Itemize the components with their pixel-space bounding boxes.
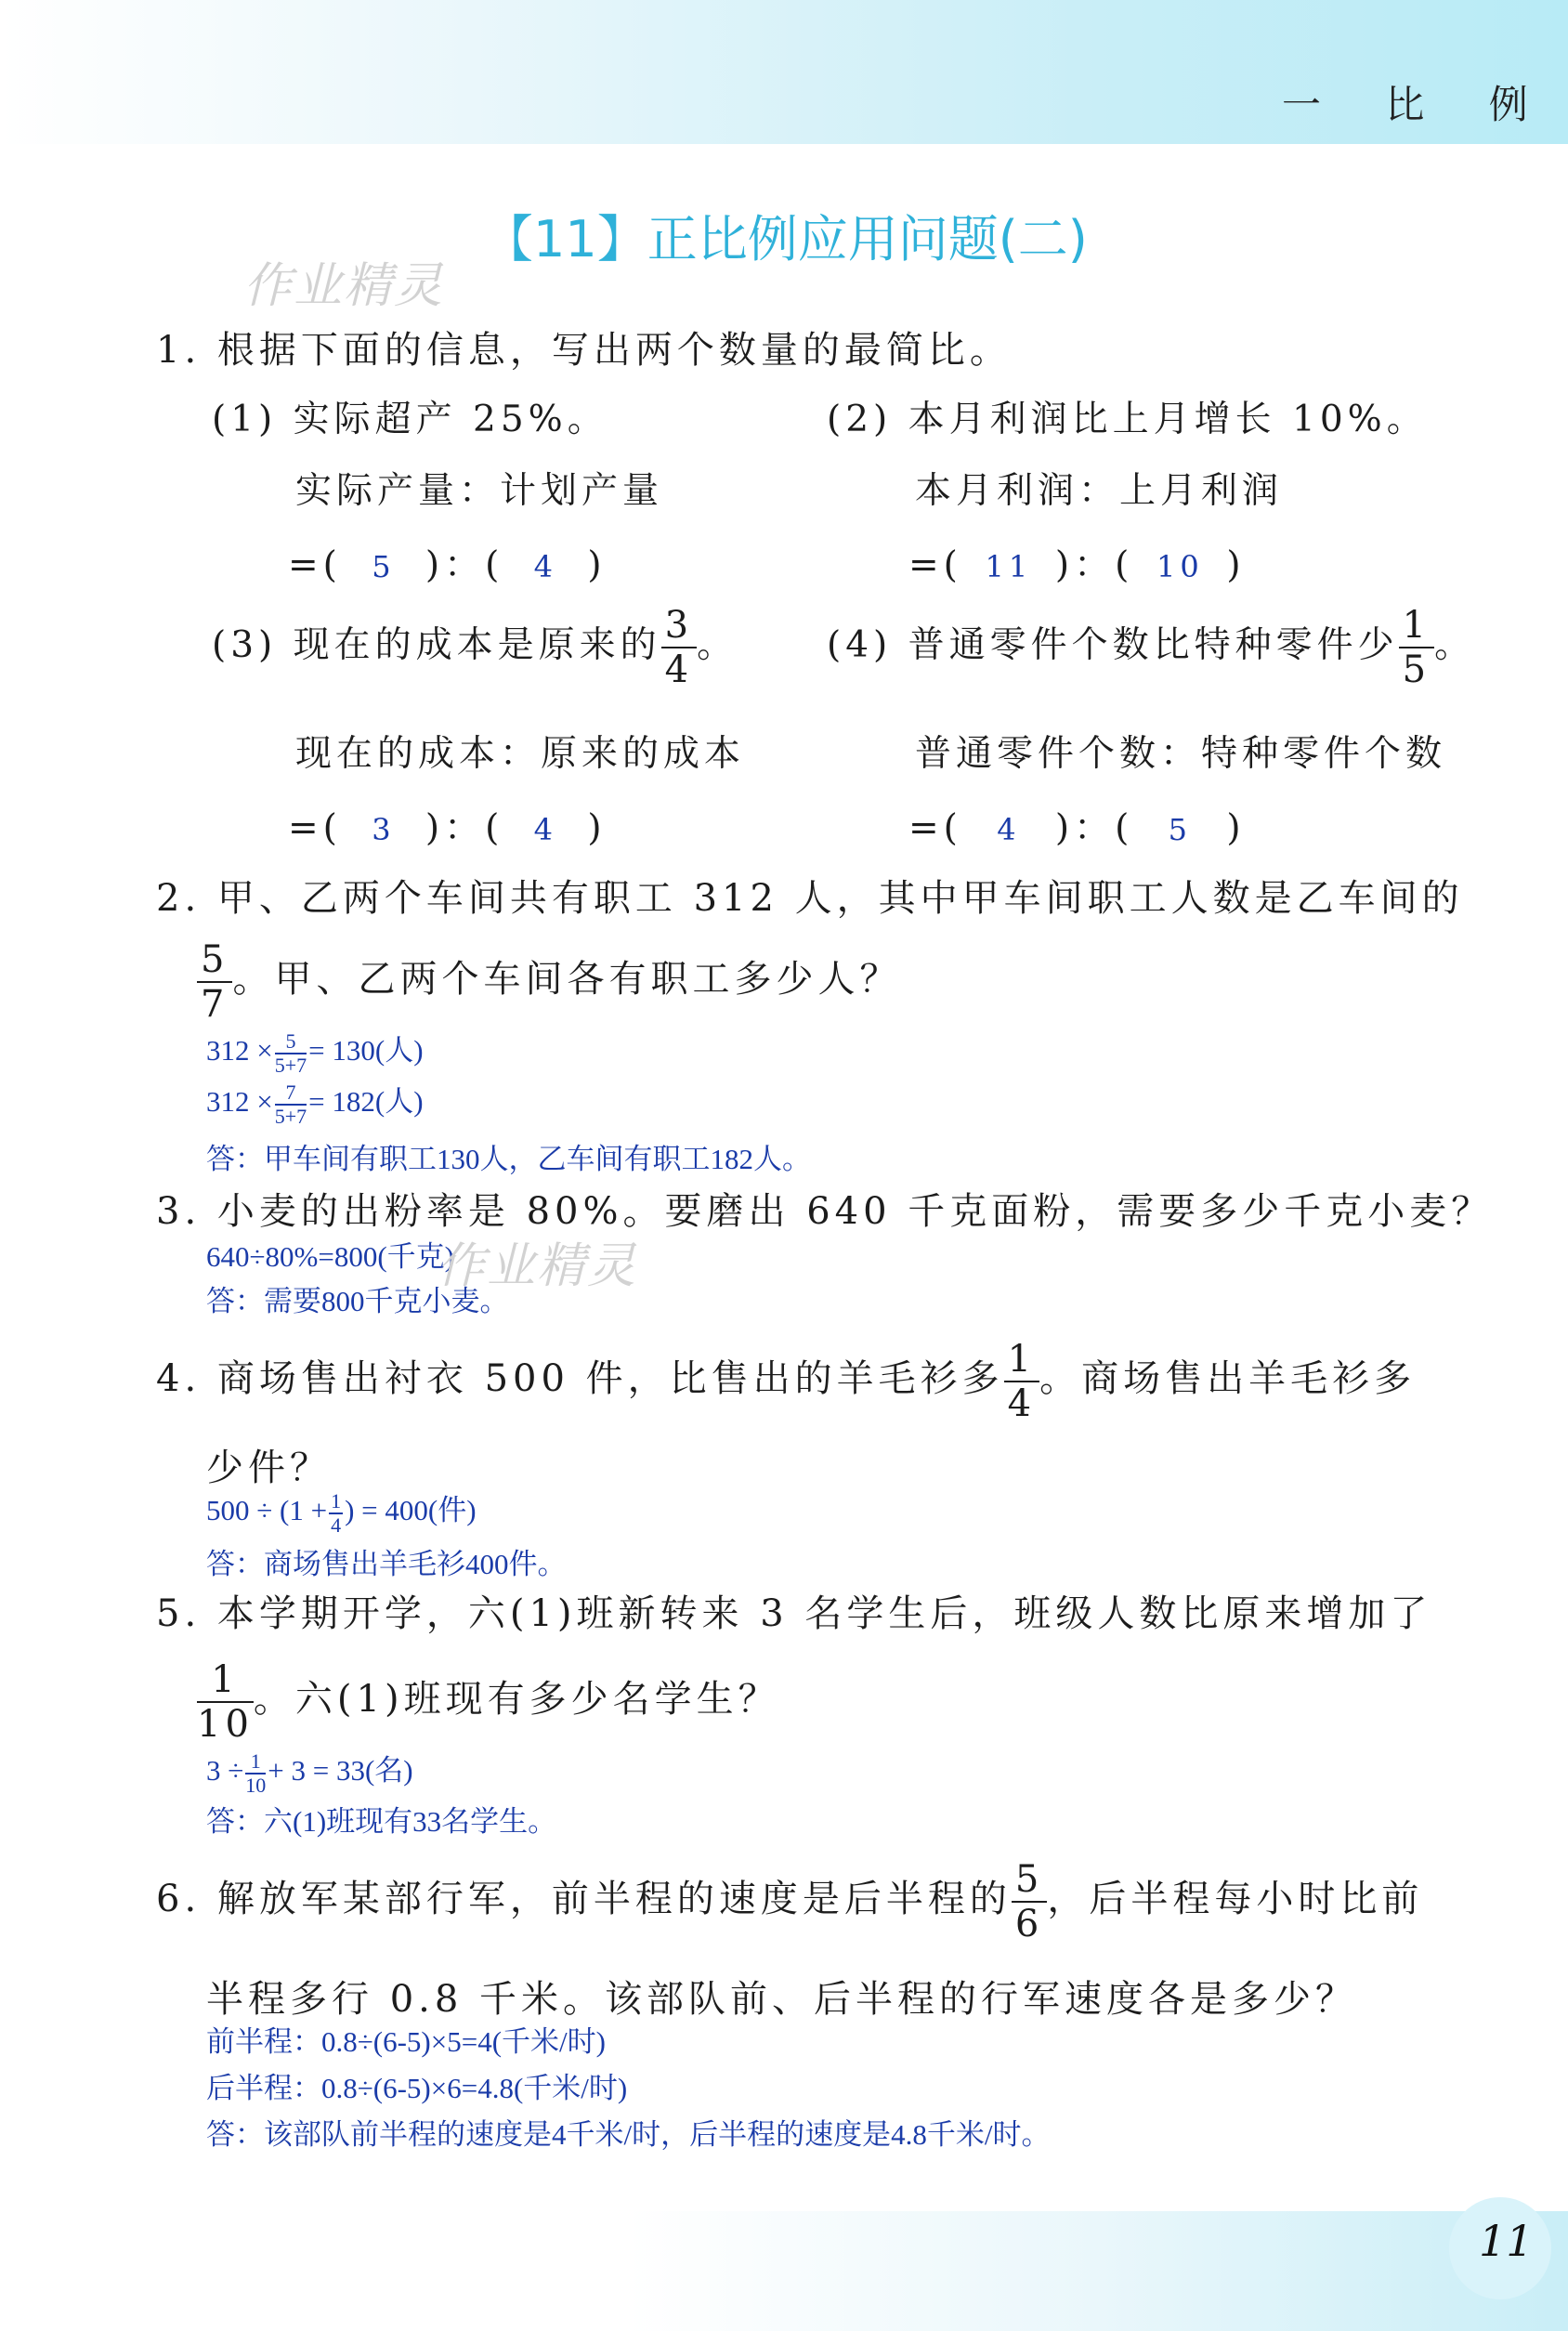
q4-answer: 答：商场售出羊毛衫400件。 xyxy=(206,1548,567,1580)
frac-num: 7 xyxy=(275,1081,307,1106)
footer-band xyxy=(0,2211,1568,2331)
q1-item2-a: 11 xyxy=(985,549,1033,584)
q5-answer: 答：六(1)班现有33名学生。 xyxy=(206,1805,557,1838)
calc-text: 500 ÷ (1 + xyxy=(206,1494,328,1526)
eq: =( xyxy=(908,544,962,586)
close: ) xyxy=(587,544,607,586)
q4-line2: 少件？ xyxy=(206,1447,332,1489)
frac-num: 1 xyxy=(331,1488,342,1513)
q2-calc1 xyxy=(206,1027,424,1077)
q1-item4-no: (4) xyxy=(827,624,893,666)
q4-calc xyxy=(206,1486,477,1537)
q6-line1 xyxy=(156,1858,1423,1945)
fraction xyxy=(275,1081,307,1128)
frac-den: 7 xyxy=(201,983,229,1026)
colon: )：( xyxy=(425,807,504,849)
q2-answer: 答：甲车间有职工130人，乙车间有职工182人。 xyxy=(206,1143,811,1175)
q1-item4-ratio: 普通零件个数：特种零件个数 xyxy=(915,733,1447,775)
frac-den: 4 xyxy=(664,648,694,691)
q1-item4-b: 5 xyxy=(1168,812,1193,847)
calc-text: 312 × xyxy=(206,1085,273,1118)
frac-den: 5+7 xyxy=(274,1053,307,1077)
frac-num: 5 xyxy=(197,938,232,983)
q1-item1-b: 4 xyxy=(533,549,558,584)
section-label: 一 比 例 xyxy=(1282,82,1554,127)
q1-item4 xyxy=(827,604,1475,691)
calc-text: + 3 = 33(名) xyxy=(268,1754,413,1787)
close: ) xyxy=(587,807,607,849)
frac-den: 4 xyxy=(331,1513,342,1537)
close: ) xyxy=(1226,544,1246,586)
fraction xyxy=(245,1750,266,1797)
q6-text: ，后半程每小时比前 xyxy=(1047,1878,1424,1920)
q6-calc2: 后半程：0.8÷(6-5)×6=4.8(千米/时) xyxy=(206,2072,628,2104)
calc-text: 3 ÷ xyxy=(206,1754,244,1787)
eq: =( xyxy=(288,544,342,586)
q1-item1-ratio: 实际产量：计划产量 xyxy=(295,470,664,512)
q1-item3-ratio: 现在的成本：原来的成本 xyxy=(295,733,746,775)
q1-item4-answer xyxy=(908,799,1246,851)
q1-item3 xyxy=(212,604,738,691)
frac-num: 1 xyxy=(1399,604,1434,648)
q1-item3-b: 4 xyxy=(533,812,558,847)
q1-item1-answer xyxy=(288,536,607,588)
q1-stem: 1. 根据下面的信息，写出两个数量的最简比。 xyxy=(156,329,1012,372)
q1-item1 xyxy=(212,390,608,442)
watermark: 作业精灵 xyxy=(437,1238,638,1294)
frac-num: 1 xyxy=(197,1658,254,1703)
fraction xyxy=(197,1658,254,1746)
q2-line2-text: 。甲、乙两个车间各有职工多少人？ xyxy=(232,958,902,1001)
q1-item3-text: 现在的成本是原来的 xyxy=(293,624,661,666)
q1-item3-answer xyxy=(288,799,607,851)
frac-num: 3 xyxy=(661,604,697,648)
q4-line1 xyxy=(156,1338,1416,1425)
q1-item4-a: 4 xyxy=(997,812,1021,847)
q1-item2-b: 10 xyxy=(1156,549,1204,584)
q3-calc: 640÷80%=800(千克) xyxy=(206,1240,454,1273)
q6-line2: 半程多行 0.8 千米。该部队前、后半程的行军速度各是多少？ xyxy=(206,1978,1358,2021)
colon: )：( xyxy=(1054,807,1134,849)
q1-item1-a: 5 xyxy=(372,549,396,584)
q4-text: 。商场售出羊毛衫多 xyxy=(1039,1357,1417,1400)
q6-answer: 答：该部队前半程的速度是4千米/时，后半程的速度是4.8千米/时。 xyxy=(206,2118,1051,2151)
frac-den: 6 xyxy=(1014,1903,1044,1945)
calc-text: = 130(人) xyxy=(308,1034,424,1067)
q1-item3-a: 3 xyxy=(372,812,396,847)
q3-line1: 3. 小麦的出粉率是 80%。要磨出 640 千克面粉，需要多少千克小麦？ xyxy=(156,1190,1494,1233)
watermark: 作业精灵 xyxy=(243,258,445,314)
fraction xyxy=(1399,604,1434,691)
fraction xyxy=(197,938,232,1026)
q1-item3-no: (3) xyxy=(212,624,278,666)
page-title: 【11】正比例应用问题(二) xyxy=(483,210,1088,268)
q2-line1: 2. 甲、乙两个车间共有职工 312 人，其中甲车间职工人数是乙车间的 xyxy=(156,877,1464,920)
q3-answer: 答：需要800千克小麦。 xyxy=(206,1285,509,1317)
frac-den: 10 xyxy=(197,1703,254,1746)
q5-line2-text: 。六(1)班现有多少名学生？ xyxy=(253,1678,780,1721)
eq: =( xyxy=(908,807,962,849)
q5-calc xyxy=(206,1747,413,1797)
frac-num: 5 xyxy=(275,1030,307,1054)
frac-den: 5 xyxy=(1402,648,1431,691)
colon: )：( xyxy=(1054,544,1134,586)
q4-text: 4. 商场售出衬衣 500 件，比售出的羊毛衫多 xyxy=(156,1357,1004,1400)
q5-line1: 5. 本学期开学，六(1)班新转来 3 名学生后，班级人数比原来增加了 xyxy=(156,1592,1432,1635)
eq: =( xyxy=(288,807,342,849)
frac-den: 4 xyxy=(1007,1382,1037,1425)
page-number: 11 xyxy=(1479,2216,1534,2266)
fraction xyxy=(1012,1858,1047,1945)
q2-line2 xyxy=(197,938,901,1026)
q5-line2 xyxy=(197,1658,780,1746)
q1-item4-text: 普通零件个数比特种零件少 xyxy=(908,624,1399,666)
frac-num: 1 xyxy=(1004,1338,1039,1382)
q6-calc1: 前半程：0.8÷(6-5)×5=4(千米/时) xyxy=(206,2025,606,2058)
tail: 。 xyxy=(1434,624,1476,666)
calc-text: = 182(人) xyxy=(308,1085,424,1118)
q1-item2-ratio: 本月利润：上月利润 xyxy=(915,470,1284,512)
frac-num: 5 xyxy=(1012,1858,1047,1903)
colon: )：( xyxy=(425,544,504,586)
q1-item2-answer xyxy=(908,536,1246,588)
q1-item2 xyxy=(827,390,1428,442)
q1-item1-text: 实际超产 25%。 xyxy=(293,399,608,440)
tail: 。 xyxy=(697,624,738,666)
close: ) xyxy=(1226,807,1246,849)
q6-text: 6. 解放军某部行军，前半程的速度是后半程的 xyxy=(156,1878,1012,1920)
fraction xyxy=(329,1490,343,1537)
frac-den: 10 xyxy=(245,1773,267,1797)
frac-num: 1 xyxy=(245,1750,266,1774)
frac-den: 5+7 xyxy=(274,1104,307,1128)
q2-calc2 xyxy=(206,1078,424,1128)
fraction xyxy=(275,1030,307,1077)
q1-item1-no: (1) xyxy=(212,399,278,440)
q1-item2-text: 本月利润比上月增长 10%。 xyxy=(908,399,1428,440)
fraction xyxy=(1004,1338,1039,1425)
calc-text: ) = 400(件) xyxy=(345,1494,477,1526)
q1-item2-no: (2) xyxy=(827,399,893,440)
fraction xyxy=(661,604,697,691)
calc-text: 312 × xyxy=(206,1034,273,1067)
